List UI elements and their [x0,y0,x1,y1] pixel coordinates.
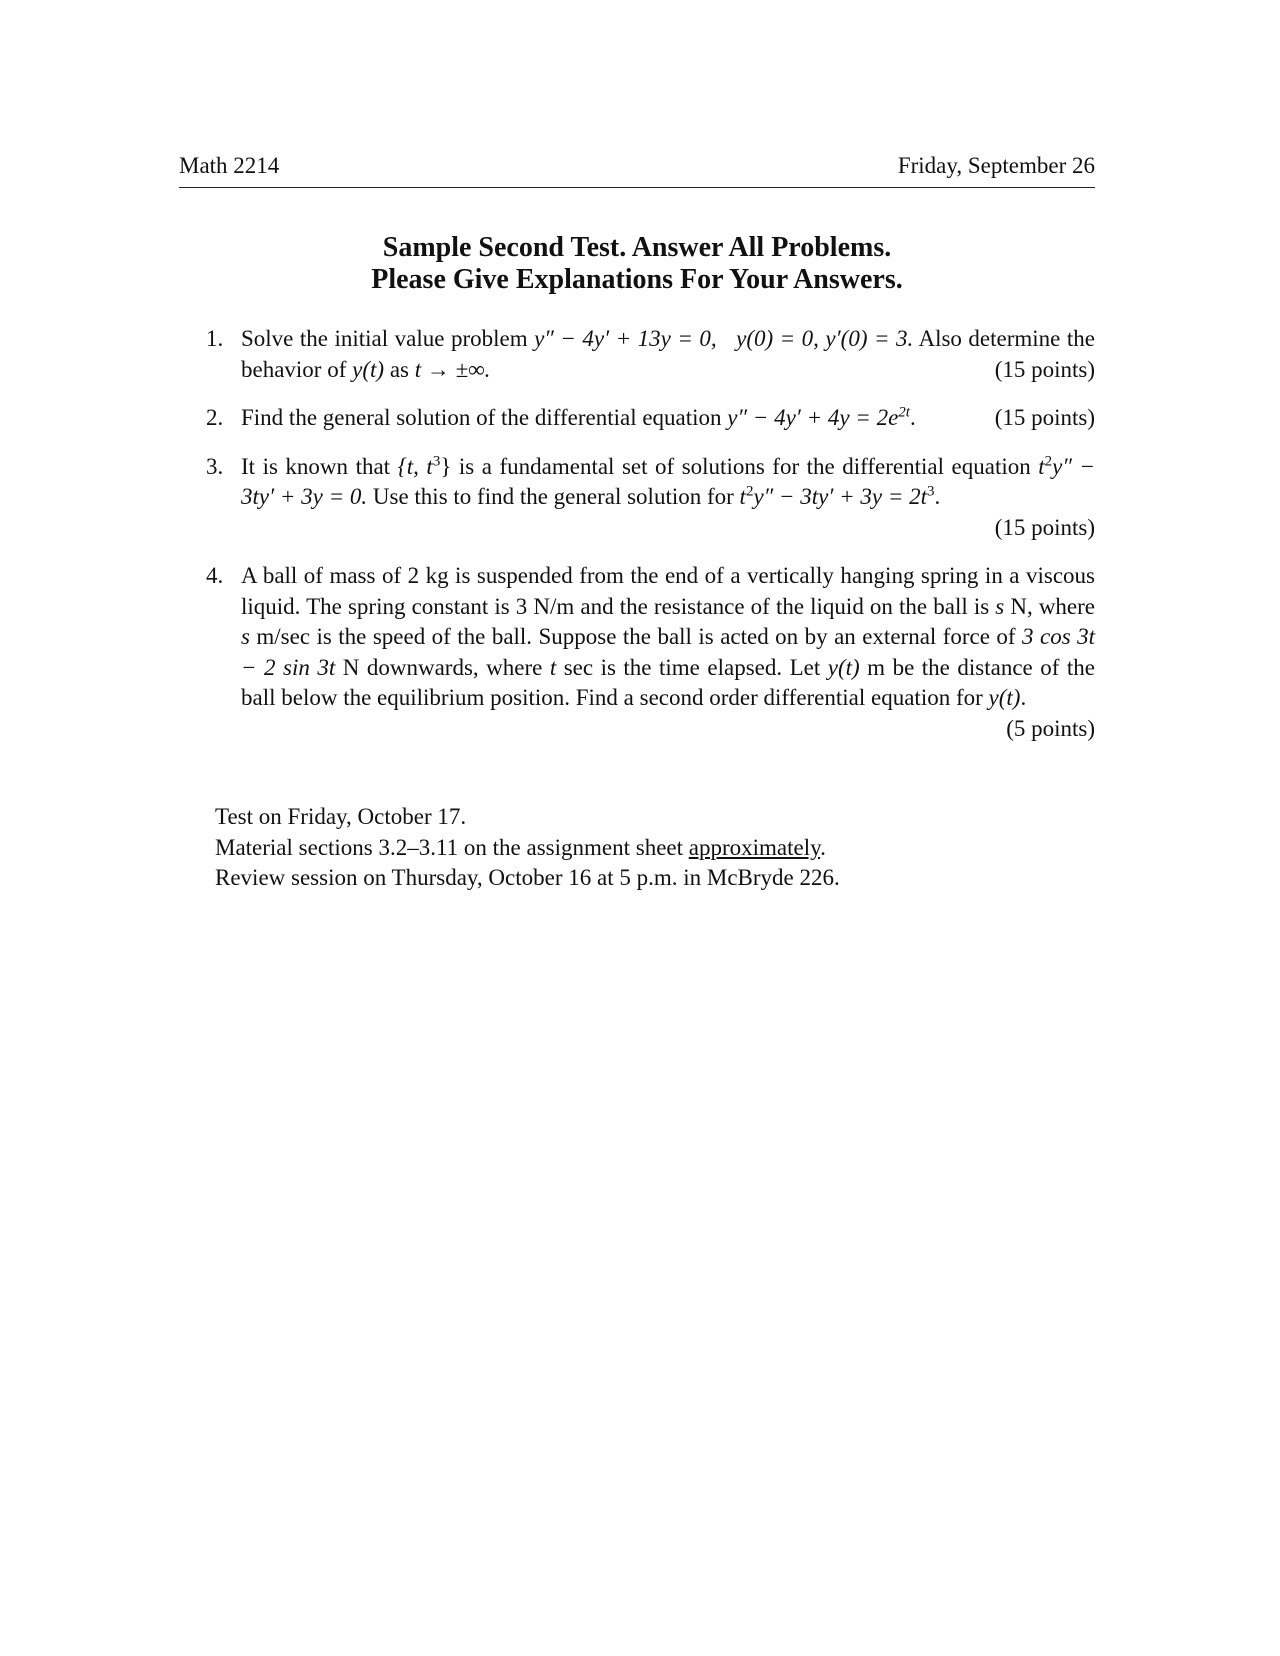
problem-text-part: Find the general solution of the differential equation [241,405,728,430]
problem-text [241,403,1095,434]
math-expression: y(t) [988,685,1021,710]
math-expression: t [739,484,746,509]
math-expression: } [440,453,452,479]
math-expression: s [241,624,250,649]
note-text: . [820,834,826,860]
note-review-session: Review session on Thursday, October 16 at 5 p.m. in McBryde 226. [215,865,840,890]
points-label: (15 points) [994,356,1095,382]
exponent: 2t [898,404,910,421]
note-text: Material sections 3.2–3.11 on the assignment sheet [215,834,689,860]
title-line-1: Sample Second Test. Answer All Problems. [382,232,892,263]
note-material [215,833,1095,864]
problem-text-part: is a fundamental set of solutions for the differential equation [451,453,1039,479]
problem-number: 4. [206,563,224,588]
problem-text-part: . [934,484,941,509]
problem-text-part: Use this to find the general solution for [367,484,740,509]
problem-text [241,452,1095,513]
test-title [179,232,1095,296]
problem-text-part: A ball of mass of 2 kg is suspended from the end of a vertically hanging spring in a viscous liquid. The spring constant is 3 N/m and the resistance of the liquid on the ball is [241,563,1095,619]
problem-text-part: N downwards, where [335,654,550,680]
exponent: 3 [927,483,935,500]
problem-text [241,324,1095,385]
problem-text-part: N, where [1004,593,1096,619]
title-line-2: Please Give Explanations For Your Answers. [371,264,903,295]
equation: y″ − 4y′ + 4y = 2e [727,405,899,430]
exponent: 2 [745,483,754,500]
problem-number: 1. [206,326,224,351]
problem-3 [179,452,1095,544]
math-expression: t → ±∞. [414,356,491,382]
underlined-word: approximately [688,834,821,860]
exponent: 3 [432,452,441,469]
math-expression: t [549,654,557,680]
problem-text [241,561,1096,741]
points-label: (15 points) [994,405,1095,430]
note-test-date: Test on Friday, October 17. [215,804,467,829]
problem-text-part: Solve the initial value problem [241,326,535,351]
test-notes [215,802,1095,894]
math-expression: s [995,593,1005,619]
problem-text-part: m/sec is the speed of the ball. Suppose the ball is acted on by an external force of [249,624,1023,649]
problem-text-part: It is known that [241,453,398,479]
problem-list [179,324,1095,744]
problem-2 [179,403,1095,434]
equation: y″ − 3ty′ + 3y = 2t [753,484,928,509]
page-header [179,153,1095,188]
problem-number: 3. [206,453,224,479]
math-expression: y(t) [352,356,385,382]
math-expression: {t, t [397,453,433,479]
header-date: Friday, September 26 [897,153,1095,178]
equation: y″ − 3ty′ + 3y = 0. [241,453,1095,509]
problem-1 [179,324,1095,385]
equation: y″ − 4y′ + 13y = 0, [534,326,717,351]
math-expression: y(t) [827,654,860,680]
points-label: (15 points) [994,514,1095,540]
problem-number: 2. [206,405,224,430]
initial-conditions: y(0) = 0, y′(0) = 3. [736,326,914,351]
force-expression: 3 cos 3t − 2 sin 3t [241,624,1095,680]
math-expression: t [1038,453,1045,479]
problem-text-part: m be the distance of the ball below the equilibrium position. Find a second order differential equation for [241,654,1095,710]
problem-4 [179,561,1096,741]
exponent: 2 [1044,452,1053,469]
problem-text-part: . [909,405,916,430]
problem-text-part: . [1020,685,1027,710]
problem-text-part: as [384,356,415,382]
problem-text-part: sec is the time elapsed. Let [556,654,828,680]
problem-text-part: Also determine the behavior of [241,326,1095,382]
points-label: (5 points) [1006,715,1095,741]
course-name: Math 2214 [179,153,280,178]
